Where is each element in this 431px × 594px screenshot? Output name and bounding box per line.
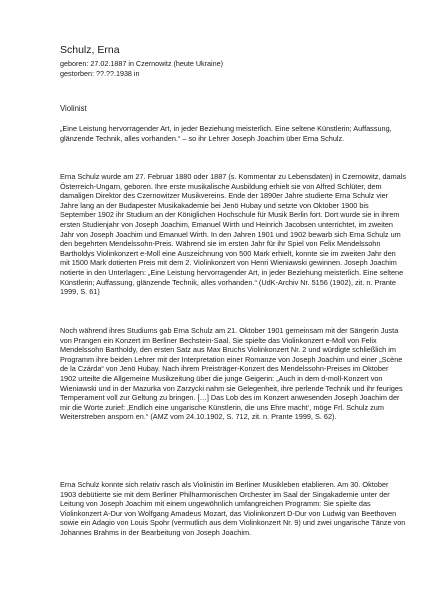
life-dates [60,59,223,79]
concert-paragraph: Noch während ihres Studiums gab Erna Schulz am 21. Oktober 1901 gemeinsam mit der Sängerin Justa von Prangen ein Konzert im Berliner Bechstein-Saal. Sie spielte das Violinkonzert e-Moll von Felix Mendelssohn Bartholdy, den ersten Satz aus Max Bruchs Violinkonzert Nr. 2 und würdigte schließlich im Programm ihre beiden Lehrer mit der Interpretation einer Romanze von Joseph Joachim und einer „Scène de la Czárda“ von Jenö Hubay. Nach ihrem Preisträger-Konzert des Mendelssohn-Preises im Oktober 1902 urteilte die Allgemeine Musikzeitung über die junge Geigerin: „Auch in dem d-moll-Konzert von Wieniawski und in der Mazurka von Zarzycki nahm sie Gelegenheit, ihre perlende Technik und ihr feuriges Temperament voll zur Geltung zu bringen. […] Das Lob des im Konzert anwesenden Joseph Joachim der mir die Worte zurief: ‚Endlich eine ungarische Künstlerin, die uns Ehre macht‘, möge Frl. Schulz zum Weiterstreben ansporn en.“ (AMZ vom 24.10.1902, S. 712, zit. n. Prante 1999, S. 62). [60,326,403,422]
biography-paragraph: Erna Schulz wurde am 27. Februar 1880 oder 1887 (s. Kommentar zu Lebensdaten) in Czernowitz, damals Österreich-Ungarn, geboren. Ihre erste musikalische Ausbildung erhielt sie von Alfred Schlüter, dem damaligen Direktor des Czernowitzer Musikvereins. Ende der 1890er Jahre studierte Erna Schulz vier Jahre lang an der Budapester Musikakademie bei Jenö Hubay und setzte von Oktober 1900 bis September 1902 ihr Studium an der Königlichen Hochschule für Musik Berlin fort. Dort wurde sie in ihrem ersten Studienjahr von Joseph Joachim, Emanuel Wirth und Heinrich Jacobsen unterrichtet, im zweiten Jahr von Joseph Joachim und Emanuel Wirth. In den Jahren 1901 und 1902 bewarb sich Erna Schulz um den begehrten Mendelssohn-Preis. Während sie im ersten Jahr für ihr Spiel von Felix Mendelssohn Bartholdys Violinkonzert e-Moll eine Auszeichnung von 500 Mark erhielt, konnte sie im zweiten Jahr den mit 1500 Mark dotierten Preis mit dem 2. Violinkonzert von Henri Wieniawski gewinnen. Joseph Joachim notierte in den Unterlagen: „Eine Leistung hervorragender Art, in jeder Beziehung meisterlich. Eine seltene Künstlerin; Auffassung, glänzende Technik, alles vorhanden.“ (UdK-Archiv Nr. 5156 (1902), zit. n. Prante 1999, S. 61) [60,172,406,297]
quote-paragraph: „Eine Leistung hervorragender Art, in jeder Beziehung meisterlich. Eine seltene Künstlerin; Auffassung, glänzende Technik, alles vorhanden.“ – so ihr Lehrer Joseph Joachim über Erna Schulz. [60,124,392,143]
birth-info: geboren: 27.02.1887 in Czernowitz (heute Ukraine) [60,59,224,68]
page-title: Schulz, Erna [60,44,120,56]
profession-label: Violinist [60,104,87,113]
career-paragraph: Erna Schulz konnte sich relativ rasch als Violinistin im Berliner Musikleben etablieren. Am 30. Oktober 1903 debütierte sie mit dem Berliner Philharmonischen Orchester im Saal der Singakademie unter der Leitung von Joseph Joachim mit einem ungewöhnlich umfangreichen Programm: Sie spielte das Violinkonzert A-Dur von Wolfgang Amadeus Mozart, das Violinkonzert D-Dur von Ludwig van Beethoven sowie ein Adagio von Louis Spohr (vermutlich aus dem Violinkonzert Nr. 9) und zwei ungarische Tänze von Johannes Brahms in der Bearbeitung von Joseph Joachim. [60,480,406,537]
death-info: gestorben: ??.??.1938 in [60,69,140,78]
